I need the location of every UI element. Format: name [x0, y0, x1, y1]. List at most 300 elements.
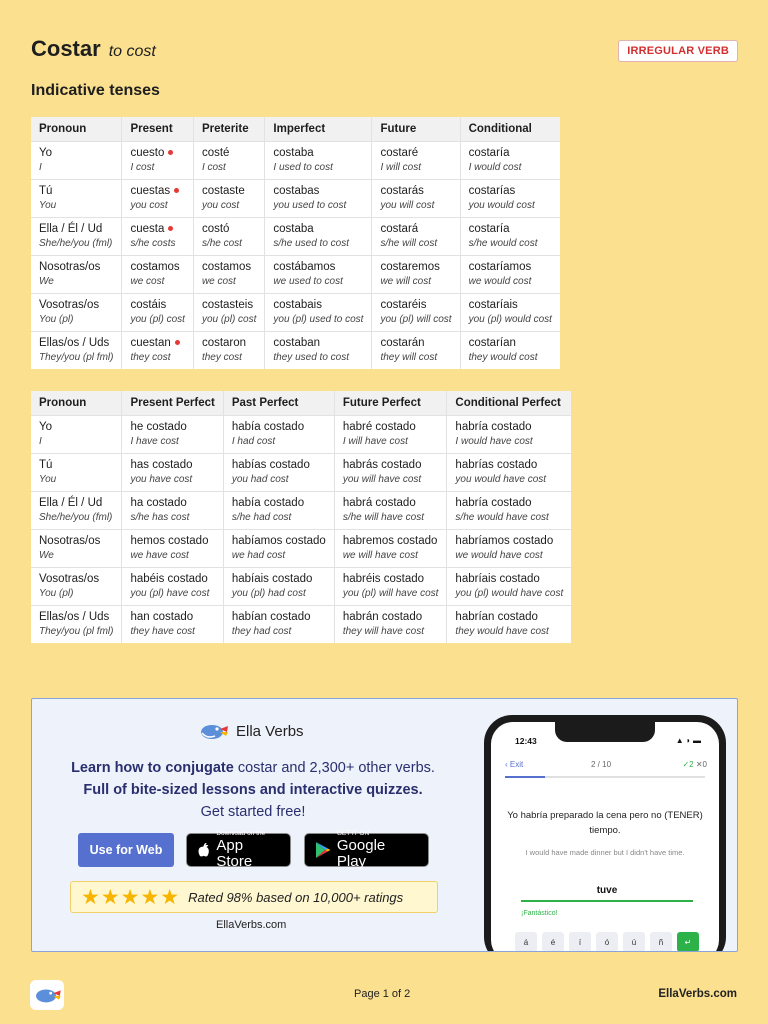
spanish-form: [130, 222, 184, 236]
spanish-form: [380, 260, 451, 274]
conjugation-cell: [122, 491, 223, 529]
spanish-text: costó: [201, 222, 230, 235]
feedback-text: ¡Fantástico!: [521, 910, 558, 917]
english-translation: you will cost: [380, 199, 435, 211]
spanish-text: habría costado: [455, 420, 532, 433]
spanish-form: [130, 260, 184, 274]
spanish-text: cuesto: [130, 146, 165, 159]
spanish-form: [130, 146, 184, 160]
spanish-text: habréis costado: [342, 572, 425, 585]
quiz-app-bar: [491, 756, 719, 776]
spanish-form: [130, 534, 214, 548]
conjugation-cell: [122, 217, 193, 255]
english-translation: you (pl) would have cost: [455, 587, 564, 599]
conjugation-cell: [122, 567, 223, 605]
pronoun-cell: [31, 453, 122, 491]
promo-line-1-bold: Learn how to conjugate: [71, 760, 234, 776]
spanish-form: [39, 572, 113, 586]
spanish-text: habríamos costado: [455, 534, 554, 547]
spanish-form: [130, 610, 214, 624]
conjugation-cell: [372, 141, 460, 179]
spanish-form: [202, 146, 256, 160]
irregular-dot-icon: [174, 188, 179, 193]
app-store-small-text: Download on the: [216, 830, 266, 837]
spanish-form: [130, 458, 214, 472]
accent-key[interactable]: í: [569, 932, 591, 952]
english-translation: we cost: [201, 275, 236, 287]
spanish-form: [469, 298, 552, 312]
app-store-button[interactable]: [186, 830, 291, 870]
spanish-form: [343, 534, 439, 548]
score: [682, 760, 707, 769]
spanish-text: costaba: [273, 222, 314, 235]
spanish-form: [130, 496, 214, 510]
table-row: [31, 141, 560, 179]
conjugation-cell: [372, 217, 460, 255]
spanish-text: costamos: [130, 260, 180, 273]
spanish-form: [202, 184, 256, 198]
google-play-icon: [315, 841, 331, 859]
english-translation: you cost: [201, 199, 240, 211]
spanish-text: Nosotras/os: [39, 534, 101, 547]
english-translation: we had cost: [231, 549, 286, 561]
english-translation: we will have cost: [342, 549, 418, 561]
spanish-text: habremos costado: [342, 534, 438, 547]
english-translation: you will have cost: [342, 473, 422, 485]
table-row: [31, 491, 571, 529]
column-header: Past Perfect: [223, 391, 334, 415]
english-translation: you would cost: [468, 199, 535, 211]
conjugation-cell: [334, 453, 447, 491]
english-translation: She/he/you (fml): [39, 237, 113, 249]
conjugation-cell: [223, 567, 334, 605]
english-translation: they would cost: [468, 351, 538, 363]
quiz-progress-bar: [505, 776, 705, 778]
english-translation: they will have cost: [342, 625, 424, 637]
spanish-text: Tú: [39, 458, 53, 471]
english-translation: I cost: [201, 161, 226, 173]
google-play-button[interactable]: [304, 830, 429, 870]
phone-mockup: [484, 715, 726, 952]
english-translation: I will cost: [380, 161, 422, 173]
spanish-text: he costado: [130, 420, 187, 433]
conjugation-cell: [122, 453, 223, 491]
conjugation-cell: [122, 179, 193, 217]
spanish-text: habré costado: [342, 420, 416, 433]
promo-line-3: Get started free!: [200, 804, 306, 820]
footer-logo-icon: [30, 980, 64, 1010]
conjugation-cell: [265, 179, 372, 217]
english-translation: We: [39, 275, 54, 287]
spanish-text: Ellas/os / Uds: [39, 610, 110, 623]
english-translation: I will have cost: [342, 435, 408, 447]
spanish-form: [380, 298, 451, 312]
promo-site-link[interactable]: EllaVerbs.com: [216, 919, 287, 931]
conjugation-cell: [447, 567, 571, 605]
english-translation: I would cost: [468, 161, 522, 173]
spanish-text: costaríais: [468, 298, 518, 311]
conjugation-cell: [193, 255, 264, 293]
quiz-translation: I would have made dinner but I didn't have time.: [525, 848, 685, 857]
conjugation-cell: [193, 331, 264, 369]
accent-key[interactable]: ú: [623, 932, 645, 952]
spanish-text: Vosotras/os: [39, 298, 100, 311]
conjugation-cell: [460, 331, 560, 369]
irregular-dot-icon: [168, 226, 173, 231]
pronoun-cell: [31, 179, 122, 217]
conjugation-cell: [334, 415, 447, 453]
conjugation-cell: [460, 293, 560, 331]
english-translation: I have cost: [130, 435, 179, 447]
conjugation-cell: [460, 217, 560, 255]
spanish-form: [130, 184, 184, 198]
spanish-form: [130, 298, 184, 312]
irregular-verb-badge: IRREGULAR VERB: [618, 40, 738, 62]
table-row: [31, 415, 571, 453]
brand: [198, 719, 304, 743]
spanish-text: habías costado: [231, 458, 310, 471]
english-translation: they had cost: [231, 625, 292, 637]
english-translation: you (pl) cost: [130, 313, 185, 325]
spanish-form: [39, 146, 113, 160]
conjugation-cell: [193, 293, 264, 331]
spanish-text: habríais costado: [455, 572, 540, 585]
enter-key[interactable]: ↵: [677, 932, 699, 952]
spanish-form: [232, 496, 326, 510]
apple-icon: [197, 842, 210, 858]
english-translation: s/he has cost: [130, 511, 190, 523]
question-counter: 2 / 10: [591, 760, 612, 769]
accent-key[interactable]: á: [515, 932, 537, 952]
pronoun-cell: [31, 529, 122, 567]
ella-bird-logo-icon: [198, 719, 228, 743]
spanish-form: [343, 496, 439, 510]
pronoun-cell: [31, 331, 122, 369]
english-translation: She/he/you (fml): [39, 511, 113, 523]
spanish-text: hemos costado: [130, 534, 209, 547]
spanish-form: [232, 610, 326, 624]
english-translation: s/he would cost: [468, 237, 538, 249]
english-translation: you had cost: [231, 473, 289, 485]
spanish-text: Yo: [39, 146, 53, 159]
table-row: [31, 331, 560, 369]
simple-tenses-table: [31, 117, 560, 369]
spanish-form: [232, 534, 326, 548]
spanish-form: [469, 146, 552, 160]
english-translation: s/he used to cost: [273, 237, 350, 249]
spanish-form: [343, 420, 439, 434]
english-translation: you (pl) used to cost: [273, 313, 364, 325]
english-translation: they will cost: [380, 351, 438, 363]
english-translation: you (pl) would cost: [468, 313, 552, 325]
conjugation-cell: [372, 179, 460, 217]
spanish-text: costarían: [468, 336, 516, 349]
section-title: Indicative tenses: [31, 82, 160, 99]
spanish-text: habrá costado: [342, 496, 416, 509]
english-translation: You (pl): [39, 313, 74, 325]
irregular-dot-icon: [175, 340, 180, 345]
column-header: Conditional Perfect: [447, 391, 571, 415]
conjugation-cell: [223, 453, 334, 491]
spanish-form: [455, 610, 563, 624]
spanish-text: habrías costado: [455, 458, 538, 471]
spanish-form: [232, 572, 326, 586]
spanish-text: Vosotras/os: [39, 572, 100, 585]
accent-key[interactable]: ó: [596, 932, 618, 952]
spanish-form: [202, 222, 256, 236]
english-translation: s/he had cost: [231, 511, 292, 523]
star-rating-icon: ★★★★★: [81, 885, 181, 909]
conjugation-cell: [122, 293, 193, 331]
column-header: Conditional: [460, 117, 560, 141]
column-header: Pronoun: [31, 117, 122, 141]
spanish-text: costaréis: [380, 298, 427, 311]
table-row: [31, 179, 560, 217]
spanish-form: [130, 420, 214, 434]
conjugation-cell: [122, 141, 193, 179]
spanish-text: Yo: [39, 420, 53, 433]
english-translation: we would cost: [468, 275, 532, 287]
spanish-form: [380, 146, 451, 160]
spanish-form: [39, 534, 113, 548]
english-translation: you (pl) had cost: [231, 587, 306, 599]
accent-keyboard: [515, 932, 699, 952]
spanish-form: [343, 610, 439, 624]
spanish-text: Ella / Él / Ud: [39, 496, 103, 509]
pronoun-cell: [31, 255, 122, 293]
exit-button[interactable]: ‹ Exit: [505, 760, 524, 769]
ella-bird-logo-icon: [33, 984, 61, 1006]
google-play-big-text: Google Play: [336, 837, 386, 870]
conjugation-cell: [460, 179, 560, 217]
conjugation-cell: [223, 491, 334, 529]
spanish-form: [202, 260, 256, 274]
table-row: [31, 567, 571, 605]
spanish-text: costabas: [273, 184, 320, 197]
english-translation: I would have cost: [455, 435, 533, 447]
english-translation: s/he will have cost: [342, 511, 424, 523]
spanish-form: [380, 336, 451, 350]
quiz-progress-fill: [505, 776, 545, 778]
accent-key[interactable]: ñ: [650, 932, 672, 952]
spanish-text: costaste: [201, 184, 245, 197]
spanish-text: costarías: [468, 184, 516, 197]
column-header: Future Perfect: [334, 391, 447, 415]
english-translation: you (pl) cost: [201, 313, 257, 325]
spanish-text: habrás costado: [342, 458, 422, 471]
english-translation: They/you (pl fml): [39, 351, 114, 363]
conjugation-cell: [372, 331, 460, 369]
conjugation-cell: [223, 605, 334, 643]
english-translation: I cost: [130, 161, 155, 173]
accent-key[interactable]: é: [542, 932, 564, 952]
spanish-form: [39, 298, 113, 312]
conjugation-cell: [334, 529, 447, 567]
spanish-form: [469, 260, 552, 274]
spanish-form: [380, 184, 451, 198]
spanish-text: cuesta: [130, 222, 165, 235]
spanish-form: [39, 420, 113, 434]
spanish-text: costaban: [273, 336, 321, 349]
english-translation: We: [39, 549, 54, 561]
english-translation: I: [39, 161, 42, 173]
table-row: [31, 255, 560, 293]
english-translation: You (pl): [39, 587, 74, 599]
english-translation: we used to cost: [273, 275, 343, 287]
pronoun-cell: [31, 605, 122, 643]
phone-notch: [555, 722, 655, 742]
table-row: [31, 217, 560, 255]
google-play-small-text: GET IT ON: [336, 830, 370, 837]
conjugation-cell: [447, 415, 571, 453]
conjugation-cell: [334, 567, 447, 605]
verb-meaning: to cost: [108, 43, 156, 60]
english-translation: You: [39, 199, 57, 211]
conjugation-cell: [265, 217, 372, 255]
rating-text: Rated 98% based on 10,000+ ratings: [188, 889, 404, 905]
english-translation: they cost: [130, 351, 171, 363]
spanish-text: cuestas: [130, 184, 171, 197]
english-translation: you (pl) have cost: [130, 587, 210, 599]
phone-screen: [491, 722, 719, 952]
spanish-form: [39, 336, 113, 350]
pronoun-cell: [31, 141, 122, 179]
brand-name: Ella Verbs: [236, 722, 304, 740]
conjugation-cell: [223, 529, 334, 567]
spanish-form: [39, 610, 113, 624]
english-translation: s/he would have cost: [455, 511, 549, 523]
conjugation-cell: [372, 293, 460, 331]
spanish-text: Ellas/os / Uds: [39, 336, 110, 349]
spanish-text: habría costado: [455, 496, 532, 509]
conjugation-cell: [447, 491, 571, 529]
spanish-text: costé: [201, 146, 230, 159]
spanish-form: [455, 420, 563, 434]
spanish-text: había costado: [231, 420, 305, 433]
wrong-count: ✕0: [695, 760, 707, 769]
promo-line-1-rest: costar and 2,300+ other verbs.: [233, 760, 435, 776]
spanish-form: [343, 458, 439, 472]
conjugation-cell: [122, 415, 223, 453]
english-translation: You: [39, 473, 57, 485]
spanish-text: Nosotras/os: [39, 260, 101, 273]
spanish-form: [273, 146, 363, 160]
spanish-text: costaría: [468, 146, 510, 159]
promo-banner: [31, 698, 738, 952]
spanish-form: [39, 184, 113, 198]
spanish-text: costaré: [380, 146, 419, 159]
spanish-form: [232, 458, 326, 472]
page-number: Page 1 of 2: [354, 988, 411, 1000]
spanish-text: costarás: [380, 184, 424, 197]
app-store-big-text: App Store: [216, 837, 253, 870]
english-translation: you have cost: [130, 473, 193, 485]
spanish-text: Tú: [39, 184, 53, 197]
status-icons: ▲ ◗ ▬: [675, 736, 701, 745]
spanish-form: [273, 260, 363, 274]
spanish-text: habíais costado: [231, 572, 313, 585]
answer-input[interactable]: tuve: [521, 885, 693, 902]
english-translation: s/he costs: [130, 237, 176, 249]
spanish-form: [343, 572, 439, 586]
spanish-form: [469, 184, 552, 198]
footer-site-link[interactable]: EllaVerbs.com: [658, 988, 737, 1000]
column-header: Pronoun: [31, 391, 122, 415]
spanish-text: han costado: [130, 610, 194, 623]
spanish-text: costamos: [201, 260, 252, 273]
spanish-text: costaríamos: [468, 260, 532, 273]
spanish-text: habéis costado: [130, 572, 208, 585]
spanish-text: habían costado: [231, 610, 311, 623]
english-translation: They/you (pl fml): [39, 625, 114, 637]
spanish-text: habíamos costado: [231, 534, 326, 547]
table-row: [31, 453, 571, 491]
english-translation: they used to cost: [273, 351, 350, 363]
promo-line-1: [32, 757, 474, 779]
spanish-form: [273, 184, 363, 198]
spanish-form: [455, 572, 563, 586]
spanish-text: Ella / Él / Ud: [39, 222, 103, 235]
spanish-form: [39, 222, 113, 236]
conjugation-cell: [372, 255, 460, 293]
english-translation: I used to cost: [273, 161, 333, 173]
spanish-form: [469, 336, 552, 350]
english-translation: we would have cost: [455, 549, 543, 561]
conjugation-cell: [223, 415, 334, 453]
english-translation: I had cost: [231, 435, 276, 447]
english-translation: s/he will cost: [380, 237, 438, 249]
table-row: [31, 529, 571, 567]
pronoun-cell: [31, 415, 122, 453]
english-translation: s/he cost: [201, 237, 242, 249]
spanish-text: ha costado: [130, 496, 187, 509]
conjugation-cell: [122, 605, 223, 643]
conjugation-cell: [122, 529, 223, 567]
spanish-form: [39, 260, 113, 274]
promo-line-2-text: Full of bite-sized lessons and interactive quizzes.: [83, 782, 423, 798]
conjugation-cell: [460, 141, 560, 179]
conjugation-cell: [265, 293, 372, 331]
english-translation: I: [39, 435, 42, 447]
spanish-form: [455, 458, 563, 472]
spanish-form: [130, 572, 214, 586]
english-translation: they cost: [201, 351, 242, 363]
pronoun-cell: [31, 217, 122, 255]
english-translation: they would have cost: [455, 625, 549, 637]
conjugation-cell: [122, 255, 193, 293]
table-row: [31, 293, 560, 331]
spanish-form: [202, 298, 256, 312]
english-translation: you (pl) will cost: [380, 313, 452, 325]
conjugation-cell: [193, 179, 264, 217]
conjugation-cell: [334, 491, 447, 529]
spanish-text: costaron: [201, 336, 247, 349]
conjugation-cell: [265, 141, 372, 179]
spanish-text: habrían costado: [455, 610, 538, 623]
spanish-form: [130, 336, 184, 350]
spanish-text: costábamos: [273, 260, 336, 273]
spanish-text: costabais: [273, 298, 322, 311]
use-for-web-button[interactable]: Use for Web: [78, 833, 174, 867]
spanish-text: costarán: [380, 336, 425, 349]
spanish-text: habrán costado: [342, 610, 423, 623]
spanish-text: costaría: [468, 222, 510, 235]
spanish-form: [469, 222, 552, 236]
spanish-form: [455, 534, 563, 548]
column-header: Future: [372, 117, 460, 141]
verb-infinitive: Costar: [31, 36, 101, 61]
spanish-text: cuestan: [130, 336, 171, 349]
